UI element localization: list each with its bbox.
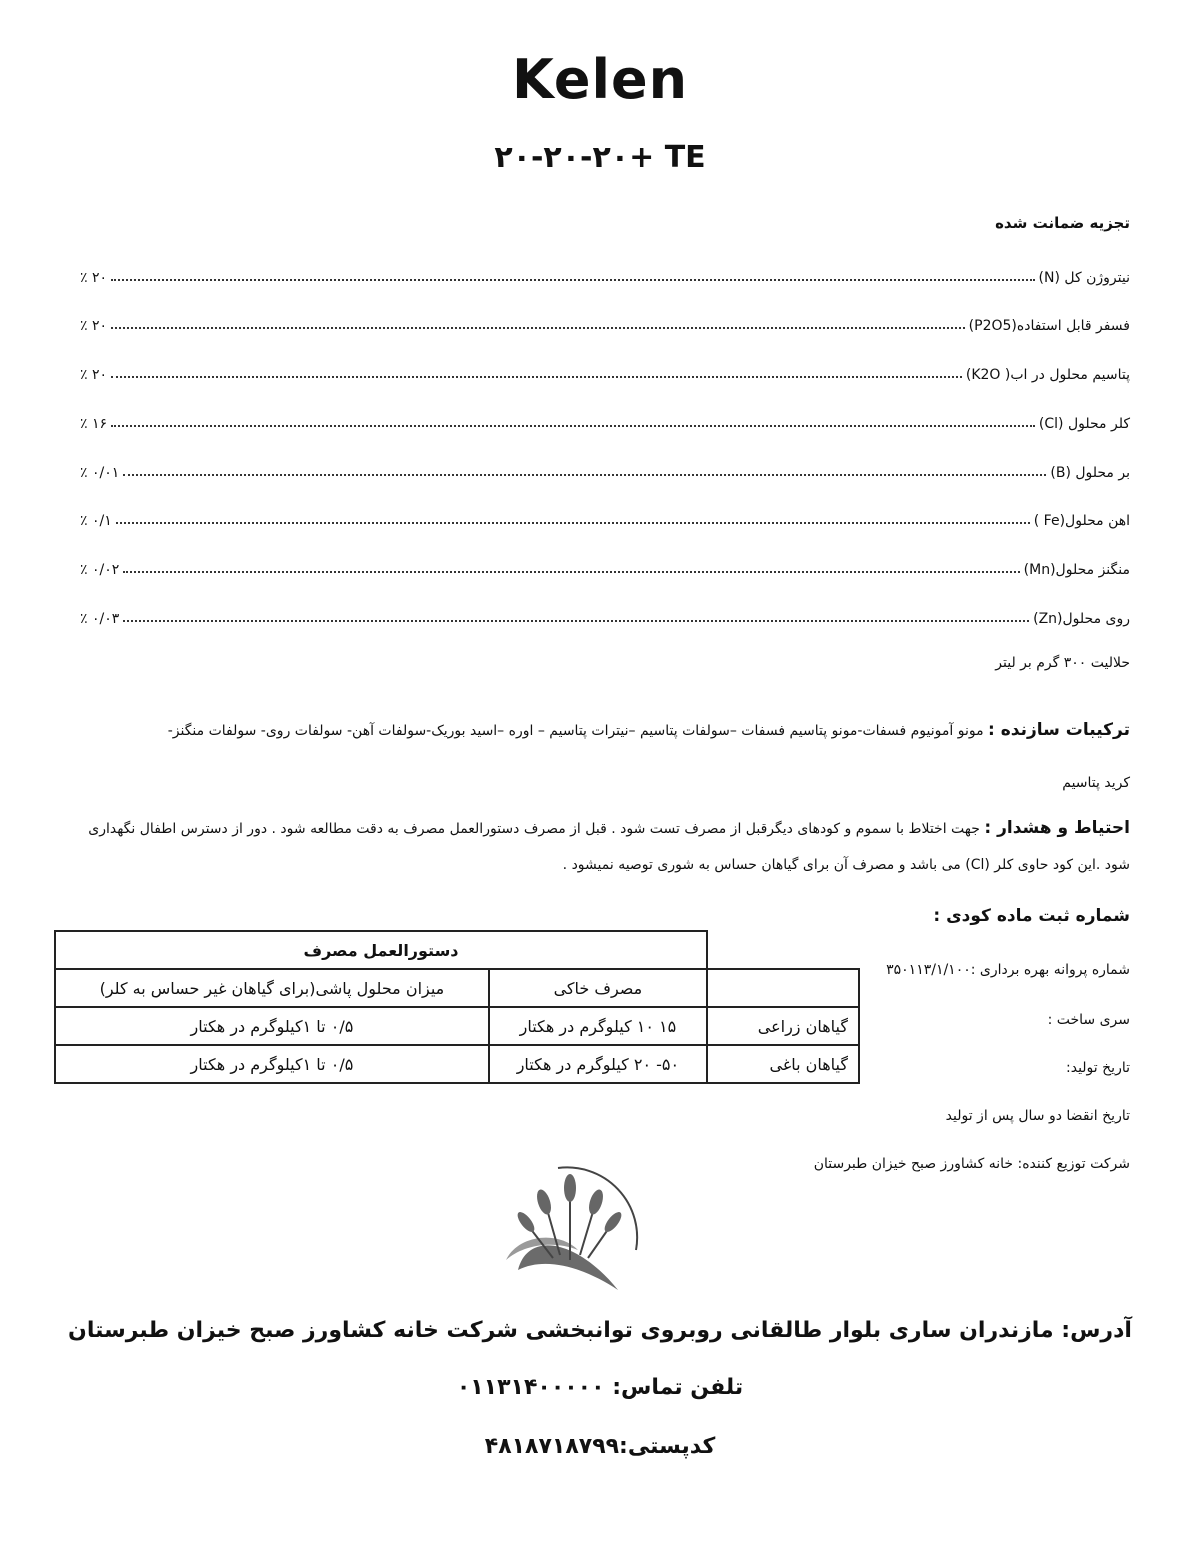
nutrient-label: کلر محلول (Cl) [1038,416,1130,432]
dotted-leader [116,522,1030,524]
plant-type-cell: گیاهان زراعی [707,1007,859,1045]
batch-number: سری ساخت : [1047,1012,1130,1028]
nutrient-label: بر محلول (B) [1050,465,1130,481]
table-subheader-row [55,969,859,1007]
nutrient-row-potassium [80,359,1130,383]
nutrient-value: ۲۰ ٪ [80,270,108,286]
usage-title: دستورالعمل مصرف [55,931,707,969]
solubility-text: حلالیت ۳۰۰ گرم بر لیتر [995,655,1130,671]
nutrient-row-iron [80,505,1130,529]
nutrient-value: ۲۰ ٪ [80,318,108,334]
nutrient-row-chlorine [80,408,1130,432]
foliar-rate-cell: ۰/۵ تا ۱کیلوگرم در هکتار [55,1045,489,1083]
registration-heading: شماره ثبت ماده کودی : [933,906,1130,926]
dotted-leader [123,474,1046,476]
nutrient-value: ۰/۰۳ ٪ [80,611,120,627]
warning-text: جهت اختلاط با سموم و کودهای دیگرقبل از مصرف تست شود . قبل از مصرف دستورالعمل مصرف به دقت مطالعه شود . دور از دسترس اطفال نگهداری شود .این کود حاوی کلر (Cl) می باشد و مصرف آن برای گیاهان حساس به شوری توصیه نمیشود . [88,821,1130,873]
dotted-leader [123,571,1019,573]
ingredients-paragraph [140,704,1130,809]
usage-instructions-table [54,930,860,1084]
nutrient-row-nitrogen [80,262,1130,286]
nutrient-value: ۰/۰۲ ٪ [80,562,120,578]
guaranteed-analysis-heading: تجزیه ضمانت شده [995,214,1130,232]
dotted-leader [111,279,1035,281]
postal-code: کدپستی:۴۸۱۸۷۱۸۷۹۹ [484,1434,716,1459]
nutrient-value: ۰/۱ ٪ [80,513,112,529]
soil-rate-cell: ۵۰- ۲۰ کیلوگرم در هکتار [489,1045,707,1083]
foliar-use-header: میزان محلول پاشی(برای گیاهان غیر حساس به کلر) [55,969,489,1007]
soil-use-header: مصرف خاکی [489,969,707,1007]
table-row [55,1007,859,1045]
product-name: Kelen [511,48,689,111]
license-number: شماره پروانه بهره برداری :۳۵۰۱۱۳/۱/۱۰۰ [886,962,1130,978]
table-empty-cell [707,969,859,1007]
dotted-leader [123,620,1029,622]
nutrient-row-phosphorus [80,310,1130,334]
foliar-rate-cell: ۰/۵ تا ۱کیلوگرم در هکتار [55,1007,489,1045]
nutrient-label: اهن محلول(Fe ) [1033,513,1130,529]
warning-paragraph [70,810,1130,883]
table-row [55,1045,859,1083]
company-address: آدرس: مازندران ساری بلوار طالقانی روبروی توانبخشی شرکت خانه کشاورز صبح خیزان طبرستان [68,1318,1132,1343]
nutrient-label: منگنز محلول(Mn) [1023,562,1130,578]
production-date: تاریخ تولید: [1066,1060,1130,1076]
dotted-leader [111,425,1035,427]
expiry-date: تاریخ انقضا دو سال پس از تولید [945,1108,1130,1124]
warning-heading: احتیاط و هشدار : [984,818,1130,838]
table-empty-corner [707,931,859,969]
nutrient-label: پتاسیم محلول در اب( K2O) [965,367,1130,383]
nutrient-row-zinc [80,603,1130,627]
ingredients-text: مونو آمونیوم فسفات-مونو پتاسیم فسفات –سولفات پتاسیم –نیترات پتاسیم – اوره –اسید بوریک-سولفات آهن- سولفات روی- سولفات منگنز- کرید پتاسیم [167,723,1130,791]
nutrient-value: ۱۶ ٪ [80,416,108,432]
soil-rate-cell: ۱۵ ۱۰ کیلوگرم در هکتار [489,1007,707,1045]
table-header-row [55,931,859,969]
nutrient-label: نیتروژن کل (N) [1038,270,1130,286]
wheat-logo-icon [498,1160,648,1310]
nutrient-label: فسفر قابل استفاده(P2O5) [968,318,1130,334]
dotted-leader [111,327,965,329]
nutrient-row-manganese [80,554,1130,578]
ingredients-heading: ترکیبات سازنده : [988,720,1130,740]
contact-phone: تلفن تماس: ۰۱۱۳۱۴۰۰۰۰۰ [456,1375,744,1400]
nutrient-value: ۲۰ ٪ [80,367,108,383]
product-grade: ۲۰-۲۰-۲۰+ TE [494,140,706,175]
plant-type-cell: گیاهان باغی [707,1045,859,1083]
nutrient-label: روی محلول(Zn) [1033,611,1130,627]
nutrient-row-boron [80,457,1130,481]
dotted-leader [111,376,962,378]
nutrient-value: ۰/۰۱ ٪ [80,465,120,481]
distributor: شرکت توزیع کننده: خانه کشاورز صبح خیزان طبرستان [813,1156,1130,1172]
